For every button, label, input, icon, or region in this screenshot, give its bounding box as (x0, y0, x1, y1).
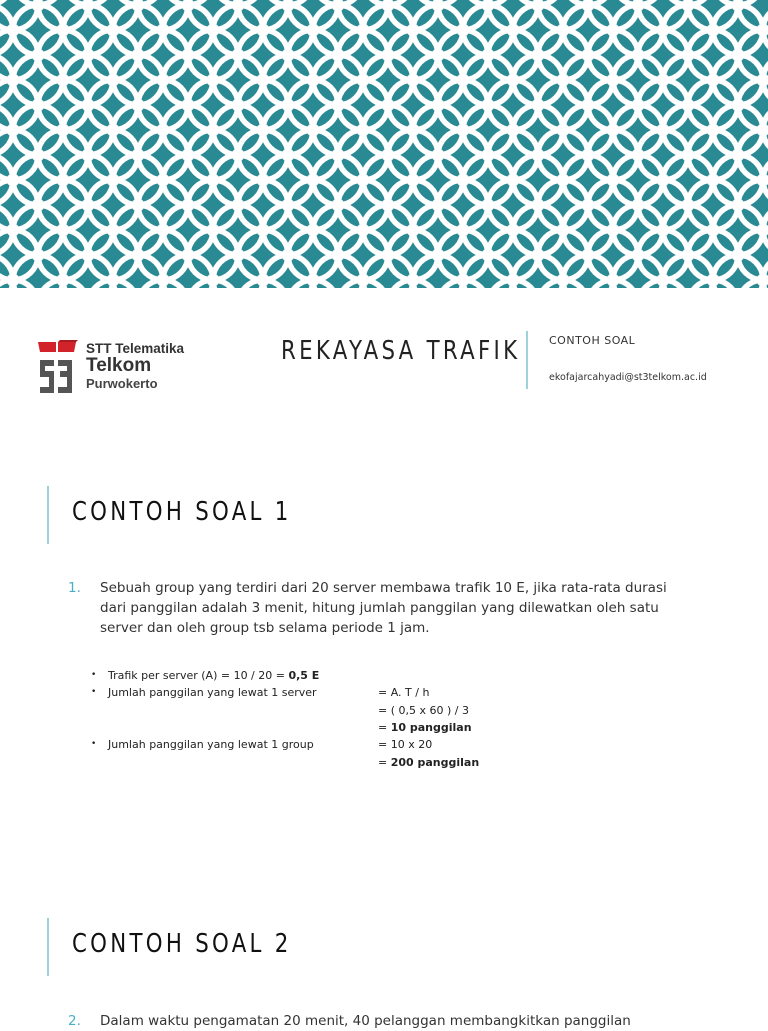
logo-emblem-icon (36, 338, 84, 396)
calc-1-line-1: = A. T / h (378, 686, 430, 699)
bullet-2-label: Jumlah panggilan yang lewat 1 server (108, 686, 317, 699)
section-1-accent-bar (47, 486, 49, 544)
calc-1-result-value: 10 panggilan (390, 721, 472, 734)
bullet-1-value: 0,5 E (288, 669, 320, 682)
logo-line-1: STT Telematika (86, 341, 185, 356)
bullet-1-label: Trafik per server (A) = 10 / 20 = (108, 669, 289, 682)
section-1-title: CONTOH SOAL 1 (72, 497, 292, 527)
header-pattern-banner (0, 0, 768, 288)
question-1-number: 1. (68, 580, 81, 596)
bullet-trafik-per-server (108, 669, 319, 682)
calc-1-result (378, 721, 472, 734)
section-2-title: CONTOH SOAL 2 (72, 929, 292, 959)
calc-2-line-1: = 10 x 20 (378, 738, 433, 751)
page-title: REKAYASA TRAFIK (281, 336, 521, 366)
logo-line-3: Purwokerto (86, 376, 158, 391)
bullet-icon: • (91, 670, 97, 680)
bullet-icon: • (91, 687, 97, 697)
question-1-text: Sebuah group yang terdiri dari 20 server membawa trafik 10 E, jika rata-rata durasi dari panggilan adalah 3 menit, hitung jumlah panggilan yang dilewatkan oleh satu server dan oleh group tsb selama periode 1 jam. (100, 580, 667, 636)
eq-prefix: = (378, 721, 391, 734)
calc-2-result (378, 756, 479, 769)
bullet-icon: • (91, 739, 97, 749)
eq-prefix: = (378, 756, 391, 769)
author-email: ekofajarcahyadi@st3telkom.ac.id (549, 372, 707, 383)
question-2-number: 2. (68, 1013, 81, 1029)
calc-1-line-2: = ( 0,5 x 60 ) / 3 (378, 704, 469, 717)
title-divider (526, 331, 528, 389)
bullet-3-label: Jumlah panggilan yang lewat 1 group (108, 738, 314, 751)
logo-line-2: Telkom (86, 355, 152, 376)
section-2-accent-bar (47, 918, 49, 976)
calc-2-result-value: 200 panggilan (390, 756, 480, 769)
page-subtitle: CONTOH SOAL (549, 334, 636, 347)
question-2-text: Dalam waktu pengamatan 20 menit, 40 pelanggan membangkitkan panggilan (100, 1013, 631, 1029)
stt-telkom-logo (36, 338, 206, 398)
geometric-pattern (0, 0, 768, 288)
